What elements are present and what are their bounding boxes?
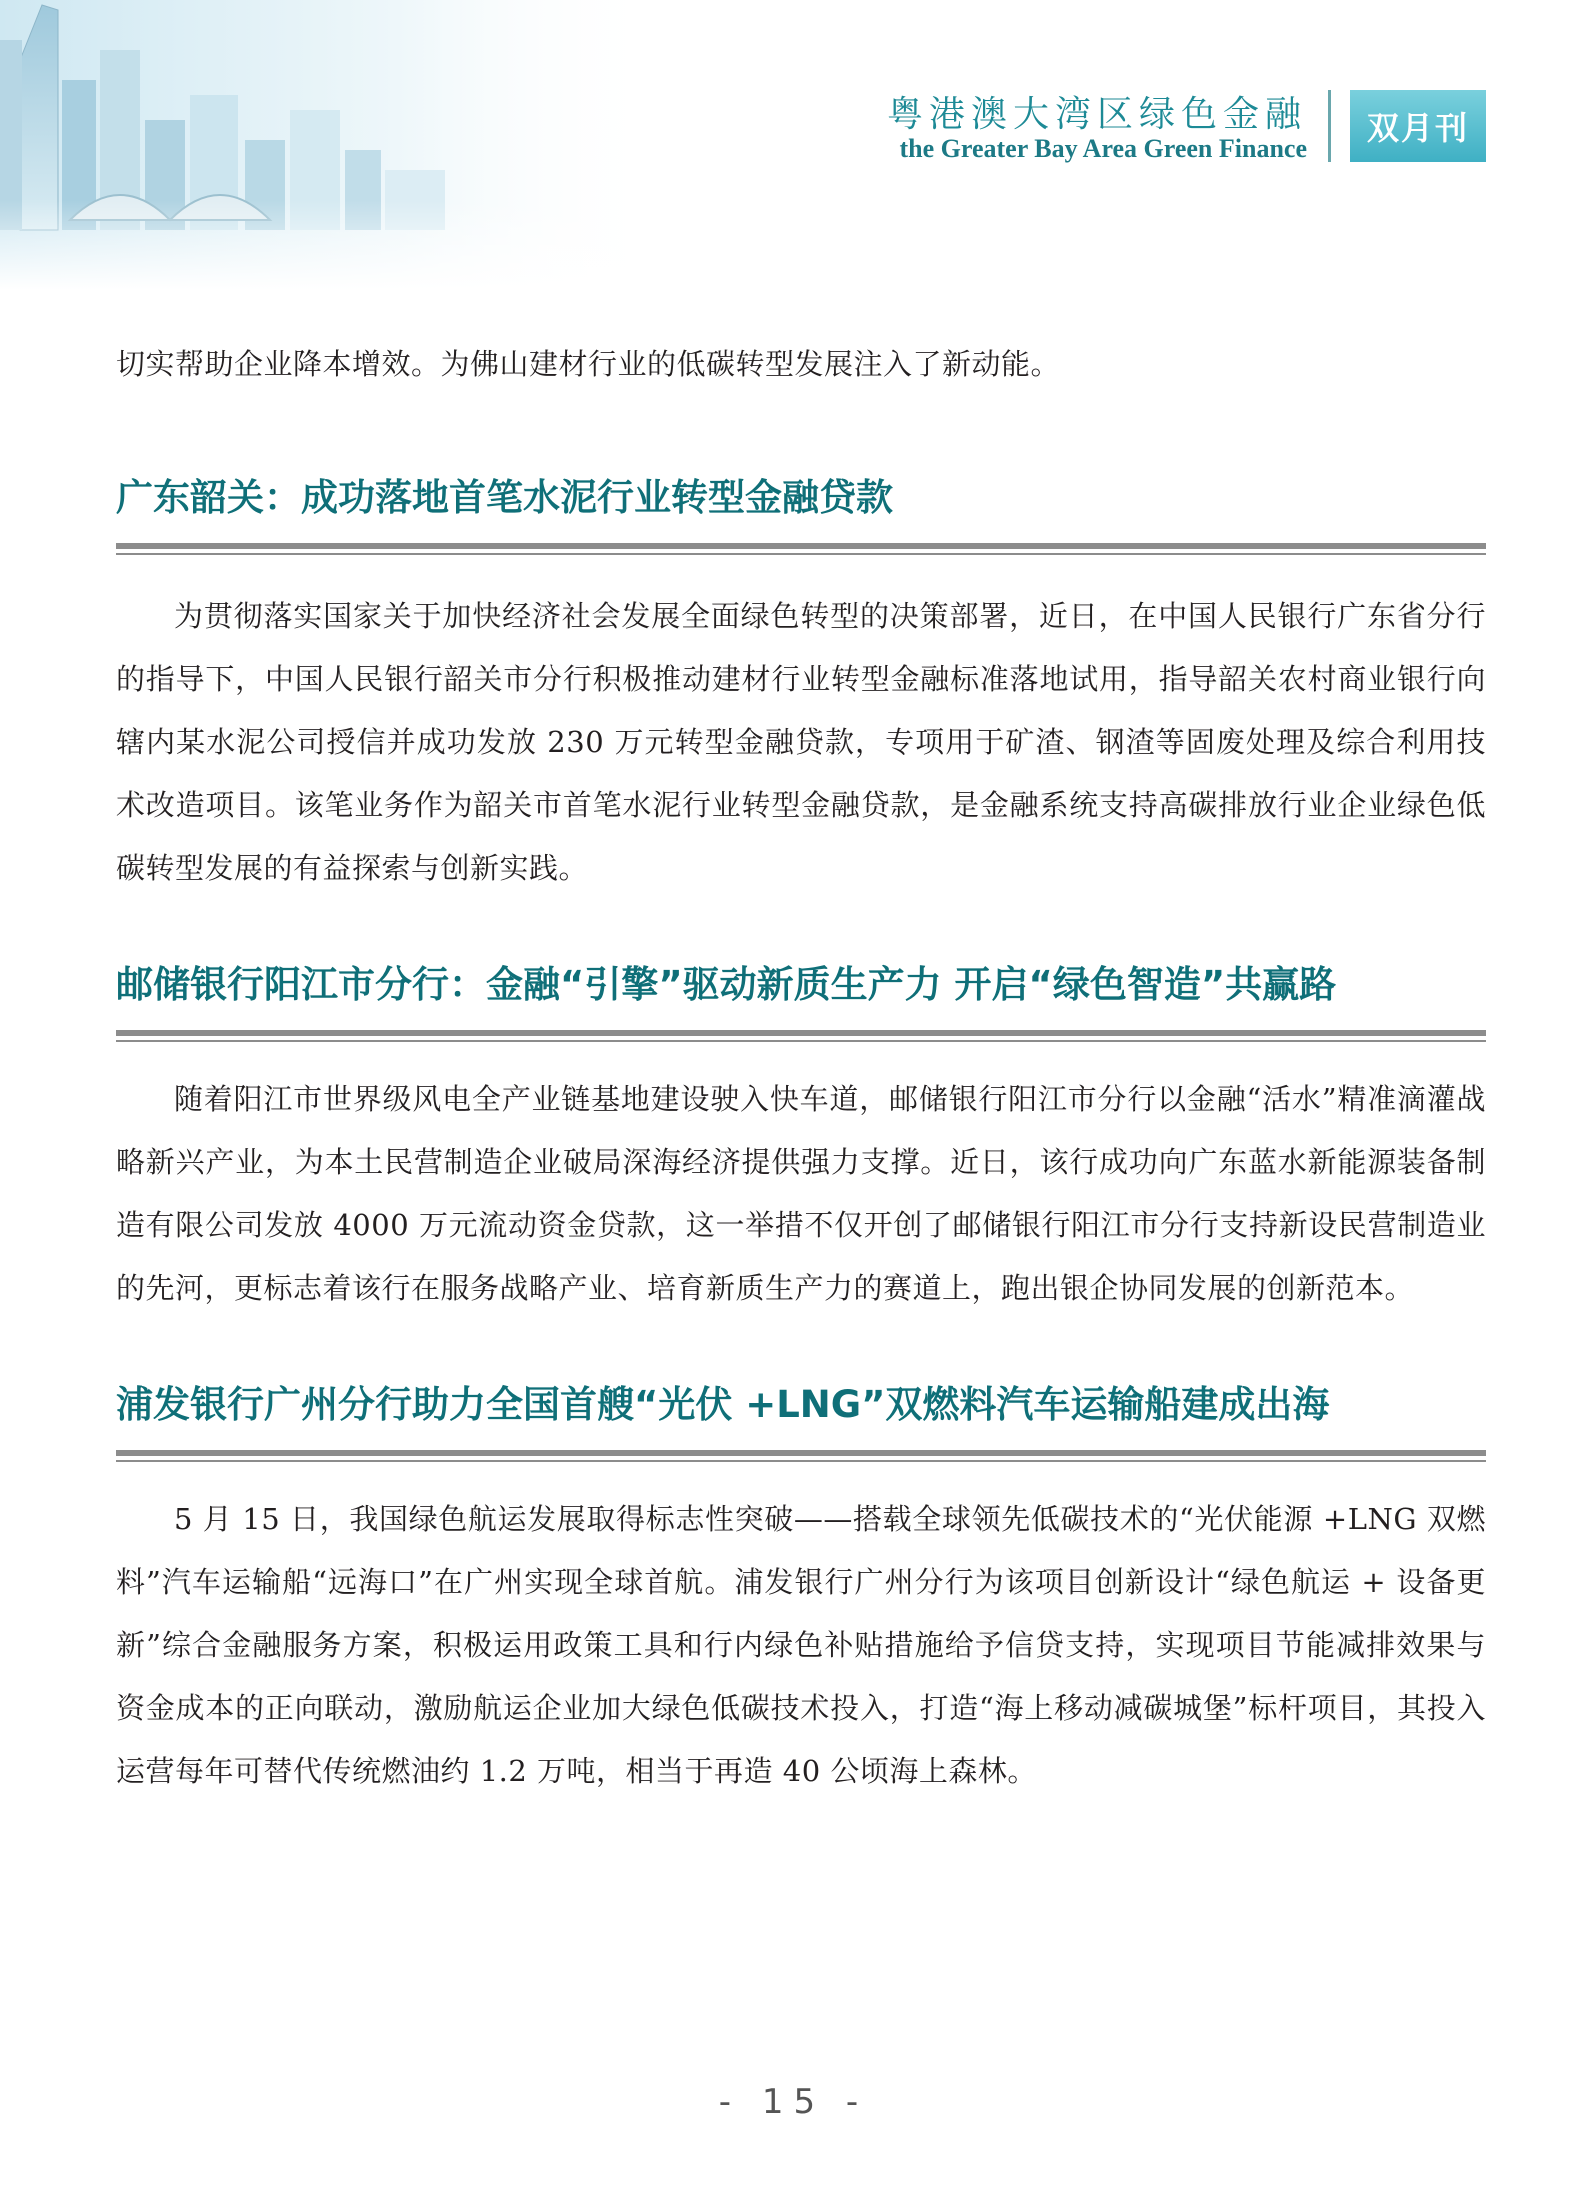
- section-rule: [116, 1030, 1486, 1036]
- section-heading-yangjiang: 邮储银行阳江市分行：金融“引擎”驱动新质生产力 开启“绿色智造”共赢路: [116, 963, 1337, 1006]
- bimonthly-badge: 双月刊: [1350, 90, 1486, 162]
- journal-title-cn: 粤港澳大湾区绿色金融: [886, 94, 1307, 135]
- section-heading-spdb: 浦发银行广州分行助力全国首艘“光伏 +LNG”双燃料汽车运输船建成出海: [116, 1383, 1330, 1426]
- intro-paragraph: 切实帮助企业降本增效。为佛山建材行业的低碳转型发展注入了新动能。: [116, 347, 1061, 381]
- city-skyline-illustration: [0, 0, 660, 290]
- section-body-shaoguan: 为贯彻落实国家关于加快经济社会发展全面绿色转型的决策部署，近日，在中国人民银行广东省分行的指导下，中国人民银行韶关市分行积极推动建材行业转型金融标准落地试用，指导韶关农村商业银行向辖内某水泥公司授信并成功发放 230 万元转型金融贷款，专项用于矿渣、钢渣等固废处理及综合利用技术改造项目。该笔业务作为韶关市首笔水泥行业转型金融贷款，是金融系统支持高碳排放行业企业绿色低碳转型发展的有益探索与创新实践。: [116, 599, 1486, 885]
- section-rule: [116, 543, 1486, 549]
- section-body-spdb: 5 月 15 日，我国绿色航运发展取得标志性突破——搭载全球领先低碳技术的“光伏能源 +LNG 双燃料”汽车运输船“远海口”在广州实现全球首航。浦发银行广州分行为该项目创新设计“绿色航运 + 设备更新”综合金融服务方案，积极运用政策工具和行内绿色补贴措施给予信贷支持，实现项目节能减排效果与资金成本的正向联动，激励航运企业加大绿色低碳技术投入，打造“海上移动减碳城堡”标杆项目，其投入运营每年可替代传统燃油约 1.2 万吨，相当于再造 40 公顷海上森林。: [116, 1502, 1486, 1788]
- section-rule: [116, 1450, 1486, 1456]
- section-body-yangjiang: 随着阳江市世界级风电全产业链基地建设驶入快车道，邮储银行阳江市分行以金融“活水”精准滴灌战略新兴产业，为本土民营制造企业破局深海经济提供强力支撑。近日，该行成功向广东蓝水新能源装备制造有限公司发放 4000 万元流动资金贷款，这一举措不仅开创了邮储银行阳江市分行支持新设民营制造业的先河，更标志着该行在服务战略产业、培育新质生产力的赛道上，跑出银企协同发展的创新范本。: [116, 1082, 1486, 1305]
- article-content: [116, 333, 1486, 1803]
- header-divider: [1328, 90, 1331, 162]
- section-heading-shaoguan: 广东韶关：成功落地首笔水泥行业转型金融贷款: [116, 476, 893, 519]
- journal-title-en: the Greater Bay Area Green Finance: [899, 134, 1307, 163]
- page-number: - 15 -: [718, 2082, 869, 2122]
